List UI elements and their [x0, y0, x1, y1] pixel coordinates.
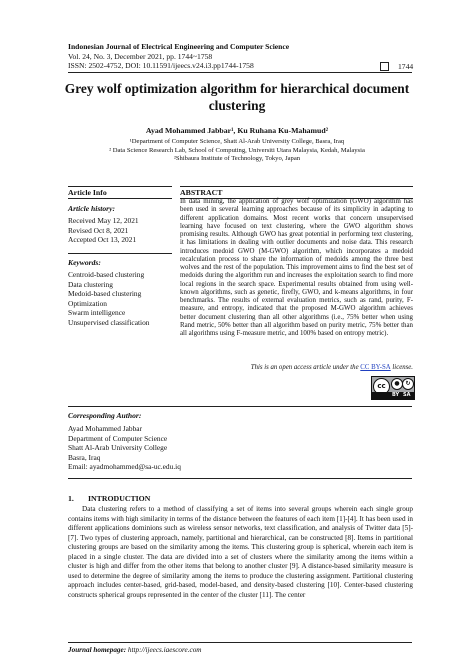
article-history	[68, 216, 176, 245]
issn-line: ISSN: 2502-4752, DOI: 10.11591/ijeecs.v24.i3.pp1744-1758	[68, 61, 254, 71]
corresponding-heading: Corresponding Author:	[68, 411, 142, 420]
corresponding-inst: Shatt Al-Arab University College	[68, 443, 168, 453]
journal-name: Indonesian Journal of Electrical Engineering and Computer Science	[68, 42, 290, 51]
corresponding-details	[68, 424, 368, 472]
open-access-note	[180, 364, 413, 371]
keyword-item: Centroid-based clustering	[68, 270, 145, 279]
section-heading	[68, 494, 150, 503]
abstract-heading: ABSTRACT	[180, 188, 223, 197]
article-info-top-rule	[68, 186, 172, 187]
person-icon: ●	[391, 378, 403, 390]
cc-logo-icon: cc	[373, 378, 390, 395]
keyword-item: Swarm intelligence	[68, 308, 126, 318]
footer: Journal homepage: http://ijeecs.iaescore.com	[68, 646, 202, 654]
article-history-heading: Article history:	[68, 204, 116, 213]
header-rule	[68, 72, 412, 73]
corresponding-email: Email: ayadmohammed@sa-uc.edu.iq	[68, 462, 181, 472]
volume-line: Vol. 24, No. 3, December 2021, pp. 1744~1758	[68, 51, 213, 61]
author-list: Ayad Mohammed Jabbar¹, Ku Ruhana Ku-Mahamud²	[145, 126, 329, 135]
keyword-item: Medoid-based clustering	[68, 289, 142, 299]
footer-label: Journal homepage	[68, 646, 124, 654]
cc-by-sa-badge[interactable]	[371, 376, 415, 400]
keyword-list	[68, 270, 176, 328]
cc-sa-label: SA	[403, 392, 411, 398]
introduction-text: Data clustering refers to a method of classifying a set of items into several groups wherein each single group contains items with high similarity in terms of the distance between the features of each item [1]-[4]. It has been used in different applications dominions such as wireless sensor networks, text classification, and analysis of Twitter data [5]-[7]. Two types of clustering approach, namely, partitional and hierarchical, can be constructed [8]. Items in partitional clustering groups are based on the similarity among the items. This clustering group is spherical, wherein each item is placed in a single cluster. The data are divided into a set of clusters where the similarity among the items within a cluster is high and differ from the other items that belong to another cluster [9]. A distance-based similarity measure is used to determine the degree of similarity among the items to produce the clustering assignment. Partitional clustering approach includes center-based, grid-based, model-based, and density-based clustering [10]. Center-based clustering constructs spherical groups represented in the center of the cluster [11]. The center	[68, 505, 413, 599]
history-accepted: Accepted Oct 13, 2021	[68, 235, 137, 245]
corresponding-rule	[68, 406, 412, 407]
article-info-heading: Article Info	[68, 188, 107, 197]
share-alike-icon: ↻	[402, 378, 414, 390]
keyword-item: Unsupervised classification	[68, 317, 150, 327]
license-link[interactable]: CC BY-SA	[360, 364, 391, 371]
keywords-rule	[68, 253, 172, 254]
corresponding-city: Basra, Iraq	[68, 452, 101, 462]
corresponding-name: Ayad Mohammed Jabbar	[68, 424, 143, 433]
section-number: 1.	[68, 494, 74, 503]
abstract-top-rule	[180, 186, 413, 187]
article-info-bottom-rule	[68, 198, 172, 199]
keywords-heading: Keywords:	[68, 258, 101, 267]
page-box-icon	[380, 62, 389, 71]
affiliations	[60, 138, 414, 164]
affiliation-3: ²Shibaura Institute of Technology, Tokyo, Japan	[173, 155, 301, 163]
affiliation-2: ² Data Science Research Lab, School of Computing, Universiti Utara Malaysia, Kedah, Malaysia	[109, 146, 365, 154]
journal-header	[68, 42, 408, 71]
license-suffix: license.	[390, 364, 413, 371]
history-received: Received May 12, 2021	[68, 216, 139, 225]
section-title: INTRODUCTION	[88, 494, 151, 503]
abstract-text: In data mining, the application of grey wolf optimization (GWO) algorithm has been used in several learning approaches because of its simplicity in adapting to different application domains. Most recent works that concern unsupervised learning have focused on text clustering, where the GWO algorithm shows promising results. Although GWO has great potential in performing text clustering, it has limitations in dealing with outlier documents and noise data. This research introduces medoid GWO (M-GWO) algorithm, which incorporates a medoid recalculation process to share the information of medoids among the three best wolves and the rest of the population. This improvement aims to find the best set of medoids during the algorithm run and increases the exploitation search to find more local regions in the search space. Experimental results obtained from using well-known algorithms, such as genetic, firefly, GWO, and k-means algorithms, in four benchmarks. The results of external evaluation metrics, such as rand, purity, F-measure, and entropy, indicated that the proposed M-GWO algorithm achieves better document clustering than all other algorithms (i.e., 75% better when using Rand metric, 50% better than all algorithm based on purity metric, 75% better than all algorithms using F-measure metric, and 100% based on entropy metric).	[180, 198, 413, 337]
corresponding-dept: Department of Computer Science	[68, 433, 168, 443]
footer-url[interactable]: http://ijeecs.iaescore.com	[127, 646, 202, 654]
keyword-item: Optimization	[68, 298, 107, 308]
footer-rule	[68, 642, 412, 643]
affiliation-1: ¹Department of Computer Science, Shatt Al-Arab University College, Basra, Iraq	[129, 138, 345, 145]
paper-title: Grey wolf optimization algorithm for hierarchical document clustering	[64, 81, 410, 113]
history-revised: Revised Oct 8, 2021	[68, 225, 129, 235]
corresponding-bottom-rule	[68, 478, 412, 479]
cc-by-label: BY	[392, 392, 400, 398]
license-prefix: This is an open access article under the	[250, 364, 361, 371]
page-number: 1744	[398, 62, 414, 71]
keyword-item: Data clustering	[68, 279, 113, 289]
